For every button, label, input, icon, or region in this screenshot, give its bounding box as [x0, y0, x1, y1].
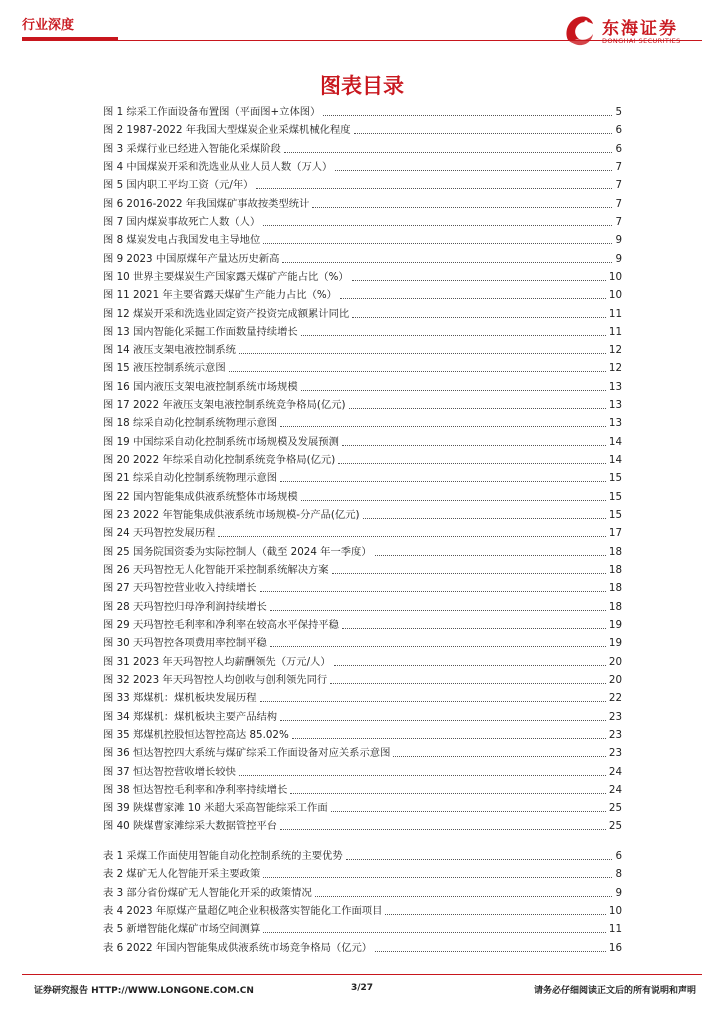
figure-entry-page: 13 [608, 380, 622, 393]
figure-entry-label: 图 32 2023 年天玛智控人均创收与创利领先同行 [103, 673, 328, 686]
figure-entry[interactable] [103, 248, 622, 266]
figure-entry-page: 7 [615, 197, 622, 210]
figure-entry-page: 17 [608, 527, 622, 540]
dot-leader [349, 407, 606, 409]
dot-leader [301, 499, 606, 501]
figure-entry-page: 19 [608, 618, 622, 631]
figure-entry[interactable] [103, 687, 622, 705]
figure-entry-label: 图 4 中国煤炭开采和洗选业从业人员人数（万人） [103, 160, 333, 173]
figure-entry[interactable] [103, 559, 622, 577]
figure-entry-label: 图 30 天玛智控各项费用率控制平稳 [103, 637, 267, 650]
figure-entry[interactable] [103, 761, 622, 779]
figure-entry-page: 11 [608, 325, 622, 338]
figure-entry[interactable] [103, 632, 622, 650]
figure-entry-page: 12 [608, 344, 622, 357]
dot-leader [332, 572, 606, 574]
dot-leader [263, 242, 612, 244]
table-entry[interactable] [103, 845, 622, 863]
dot-leader [363, 517, 606, 519]
figure-entry[interactable] [103, 266, 622, 284]
figure-entry-page: 22 [608, 692, 622, 705]
figure-entry[interactable] [103, 779, 622, 797]
figure-entry[interactable] [103, 596, 622, 614]
dot-leader [315, 895, 613, 897]
figure-entry[interactable] [103, 303, 622, 321]
figure-entry-label: 图 16 国内液压支架电液控制系统市场规模 [103, 380, 298, 393]
dot-leader [263, 876, 612, 878]
dot-leader [256, 187, 612, 189]
figure-entry-label: 图 7 国内煤炭事故死亡人数（人） [103, 215, 261, 228]
figure-entry-page: 15 [608, 509, 622, 522]
figure-entry-label: 图 33 郑煤机：煤机板块发展历程 [103, 692, 257, 705]
figure-entry-label: 图 31 2023 年天玛智控人均薪酬领先（万元/人） [103, 655, 331, 668]
table-entry-page: 10 [608, 904, 622, 917]
table-entry-page: 6 [615, 850, 622, 862]
figure-entry-page: 6 [615, 124, 622, 137]
dot-leader [375, 950, 606, 952]
figure-entry-label: 图 10 世界主要煤炭生产国家露天煤矿产能占比（%） [103, 270, 349, 283]
dot-leader [342, 444, 606, 446]
footer-rule [22, 974, 702, 975]
figure-entry-label: 图 5 国内职工平均工资（元/年） [103, 179, 254, 192]
figure-entry-label: 图 14 液压支架电液控制系统 [103, 344, 236, 357]
dot-leader [229, 370, 606, 372]
figure-entry-label: 图 34 郑煤机：煤机板块主要产品结构 [103, 710, 278, 723]
company-logo [562, 10, 712, 56]
footer-disclaimer: 请务必仔细阅读正文后的所有说明和声明 [533, 986, 696, 996]
figure-entry-label: 图 8 煤炭发电占我国发电主导地位 [103, 234, 261, 247]
dot-leader [331, 810, 606, 812]
figure-entry-page: 15 [608, 490, 622, 503]
figure-entry[interactable] [103, 449, 622, 467]
dot-leader [239, 774, 606, 776]
dot-leader [280, 425, 606, 427]
figure-entry-page: 18 [608, 564, 622, 576]
table-entry-page: 16 [608, 941, 622, 954]
figure-entry[interactable] [103, 706, 622, 724]
figure-entry-page: 24 [608, 765, 622, 778]
figure-entry-label: 图 22 国内智能集成供液系统整体市场规模 [103, 490, 298, 503]
dot-leader [352, 316, 606, 318]
table-entry[interactable] [103, 863, 622, 881]
figure-entry-page: 14 [608, 435, 622, 448]
figure-entry-page: 7 [615, 215, 622, 228]
dot-leader [393, 755, 606, 757]
dot-leader [334, 664, 606, 666]
page-title: 图表目录 [320, 74, 404, 98]
table-entry-label: 表 6 2022 年国内智能集成供液系统市场竞争格局（亿元） [103, 941, 373, 954]
logo-english-name: DONGHAI SECURITIES [602, 37, 681, 45]
figure-entry[interactable] [103, 577, 622, 595]
figure-entry-page: 7 [615, 179, 622, 192]
figure-entry[interactable] [103, 412, 622, 430]
figure-entry[interactable] [103, 522, 622, 540]
figure-entry-page: 13 [608, 417, 622, 430]
figure-entry-label: 图 6 2016-2022 年我国煤矿事故按类型统计 [103, 197, 310, 210]
figure-entry-label: 图 18 综采自动化控制系统物理示意图 [103, 417, 278, 430]
dot-leader [260, 590, 606, 592]
dot-leader [263, 224, 612, 226]
figure-entry[interactable] [103, 724, 622, 742]
figure-entry[interactable] [103, 541, 622, 559]
figure-entry-page: 5 [615, 106, 622, 118]
table-entry-page: 9 [615, 886, 622, 899]
figure-entry-page: 20 [608, 673, 622, 686]
footer-website: 证券研究报告 HTTP://WWW.LONGONE.COM.CN [34, 986, 254, 996]
figure-entry-label: 图 25 国务院国资委为实际控制人（截至 2024 年一季度） [103, 545, 372, 558]
figure-entry[interactable] [103, 669, 622, 687]
figure-entry-label: 图 3 采煤行业已经进入智能化采煤阶段 [103, 142, 281, 155]
figure-entry[interactable] [103, 101, 622, 119]
figure-entry[interactable] [103, 156, 622, 174]
dot-leader [342, 627, 606, 629]
figure-entry-page: 18 [608, 582, 622, 595]
figure-entry-label: 图 13 国内智能化采掘工作面数量持续增长 [103, 325, 298, 338]
figure-entry-page: 6 [615, 142, 622, 155]
figure-entry-label: 图 26 天玛智控无人化智能开采控制系统解决方案 [103, 564, 329, 576]
table-entry-label: 表 3 部分省份煤矿无人智能化开采的政策情况 [103, 886, 312, 899]
figure-entry[interactable] [103, 339, 622, 357]
dot-leader [340, 297, 606, 299]
figure-entry-label: 图 40 陕煤曹家滩综采大数据管控平台 [103, 820, 278, 833]
figure-entry-page: 13 [608, 399, 622, 412]
figure-entry[interactable] [103, 357, 622, 375]
dot-leader [292, 737, 606, 739]
figure-entry-label: 图 28 天玛智控归母净利润持续增长 [103, 600, 267, 613]
figure-entry-label: 图 39 陕煤曹家滩 10 米超大采高智能综采工作面 [103, 802, 328, 815]
table-entry-label: 表 4 2023 年原煤产量超亿吨企业积极落实智能化工作面项目 [103, 904, 383, 917]
figure-entry-label: 图 12 煤炭开采和洗选业固定资产投资完成额累计同比 [103, 307, 350, 320]
figure-entry-page: 12 [608, 362, 622, 375]
dot-leader [284, 151, 613, 153]
figure-entry[interactable] [103, 174, 622, 192]
figure-entry-label: 图 2 1987-2022 年我国大型煤炭企业采煤机械化程度 [103, 124, 351, 137]
dot-leader [346, 858, 613, 860]
dot-leader [375, 554, 606, 556]
dot-leader [323, 114, 612, 116]
figure-entry-page: 10 [608, 289, 622, 302]
figure-entry-label: 图 9 2023 中国原煤年产量达历史新高 [103, 252, 280, 265]
figure-entry-label: 图 38 恒达智控毛利率和净利率持续增长 [103, 783, 288, 796]
figure-entry-label: 图 20 2022 年综采自动化控制系统竞争格局(亿元) [103, 454, 336, 467]
table-entry-label: 表 1 采煤工作面使用智能自动化控制系统的主要优势 [103, 850, 343, 862]
figure-entry-page: 10 [608, 270, 622, 283]
table-entry-label: 表 5 新增智能化煤矿市场空间测算 [103, 923, 261, 936]
figure-entry-label: 图 24 天玛智控发展历程 [103, 527, 216, 540]
table-entry[interactable] [103, 900, 622, 918]
dot-leader [218, 535, 606, 537]
table-entry[interactable] [103, 882, 622, 900]
figure-entry-label: 图 21 综采自动化控制系统物理示意图 [103, 472, 278, 485]
figure-entry-page: 25 [608, 820, 622, 833]
logo-chinese-name: 东海证券 [602, 19, 678, 39]
figure-entry-page: 25 [608, 802, 622, 815]
figure-entry[interactable] [103, 394, 622, 412]
dot-leader [338, 462, 606, 464]
dot-leader [352, 279, 606, 281]
dot-leader [270, 645, 606, 647]
figure-entry-label: 图 29 天玛智控毛利率和净利率在较高水平保持平稳 [103, 618, 339, 631]
dot-leader [260, 700, 606, 702]
figure-entry-label: 图 19 中国综采自动化控制系统市场规模及发展预测 [103, 435, 339, 448]
figure-entry[interactable] [103, 815, 622, 833]
figure-entry-page: 11 [608, 307, 622, 320]
figure-entry[interactable] [103, 229, 622, 247]
table-entry-label: 表 2 煤矿无人化智能开采主要政策 [103, 868, 261, 881]
table-entry[interactable] [103, 937, 622, 955]
table-entry[interactable] [103, 918, 622, 936]
figure-entry-page: 9 [615, 252, 622, 265]
figure-entry-label: 图 15 液压控制系统示意图 [103, 362, 226, 375]
header-section-label: 行业深度 [22, 18, 75, 33]
figure-entry-page: 18 [608, 600, 622, 613]
dot-leader [301, 389, 606, 391]
dot-leader [280, 828, 606, 830]
figure-entry[interactable] [103, 742, 622, 760]
figure-entry-page: 20 [608, 655, 622, 668]
figure-entry[interactable] [103, 193, 622, 211]
dot-leader [335, 169, 612, 171]
figure-entry[interactable] [103, 651, 622, 669]
figure-entry-page: 23 [608, 710, 622, 723]
figure-entry[interactable] [103, 504, 622, 522]
dot-leader [290, 792, 605, 794]
figure-entry-label: 图 23 2022 年智能集成供液系统市场规模-分产品(亿元) [103, 509, 360, 522]
figure-entry[interactable] [103, 321, 622, 339]
figure-entry-label: 图 35 郑煤机控股恒达智控高达 85.02% [103, 728, 289, 741]
figure-entry-label: 图 27 天玛智控营业收入持续增长 [103, 582, 257, 595]
table-entry-page: 11 [608, 923, 622, 936]
figure-entry-label: 图 37 恒达智控营收增长较快 [103, 765, 236, 778]
dot-leader [239, 352, 606, 354]
figure-entry-page: 19 [608, 637, 622, 650]
table-entry-page: 8 [615, 868, 622, 881]
dot-leader [263, 931, 606, 933]
figure-entry-page: 7 [615, 160, 622, 173]
figure-entry-page: 9 [615, 234, 622, 247]
figure-entry-page: 15 [608, 472, 622, 485]
figure-entry-page: 14 [608, 454, 622, 467]
dot-leader [270, 609, 606, 611]
figure-entry[interactable] [103, 119, 622, 137]
figure-entry-page: 23 [608, 747, 622, 760]
figure-entry-label: 图 11 2021 年主要省露天煤矿生产能力占比（%） [103, 289, 337, 302]
dot-leader [385, 913, 605, 915]
figure-entry[interactable] [103, 284, 622, 302]
dot-leader [312, 206, 612, 208]
figure-entry[interactable] [103, 211, 622, 229]
footer-page-number: 3/27 [350, 983, 374, 993]
figure-entry[interactable] [103, 138, 622, 156]
dot-leader [282, 261, 612, 263]
figure-entry[interactable] [103, 467, 622, 485]
figure-entry[interactable] [103, 614, 622, 632]
figure-entry-page: 24 [608, 783, 622, 796]
dot-leader [280, 480, 606, 482]
figure-entry-label: 图 36 恒达智控四大系统与煤矿综采工作面设备对应关系示意图 [103, 747, 391, 760]
dot-leader [330, 682, 606, 684]
figure-entry[interactable] [103, 376, 622, 394]
figure-entry-page: 23 [608, 728, 622, 741]
figure-entry-label: 图 1 综采工作面设备布置图（平面图+立体图） [103, 106, 321, 118]
figure-entry[interactable] [103, 797, 622, 815]
dragon-logo-icon [562, 12, 596, 48]
dot-leader [280, 719, 606, 721]
dot-leader [354, 132, 613, 134]
figure-entry[interactable] [103, 431, 622, 449]
dot-leader [301, 334, 606, 336]
figure-entry-page: 18 [608, 545, 622, 558]
figure-entry-label: 图 17 2022 年液压支架电液控制系统竞争格局(亿元) [103, 399, 346, 412]
figure-entry[interactable] [103, 486, 622, 504]
